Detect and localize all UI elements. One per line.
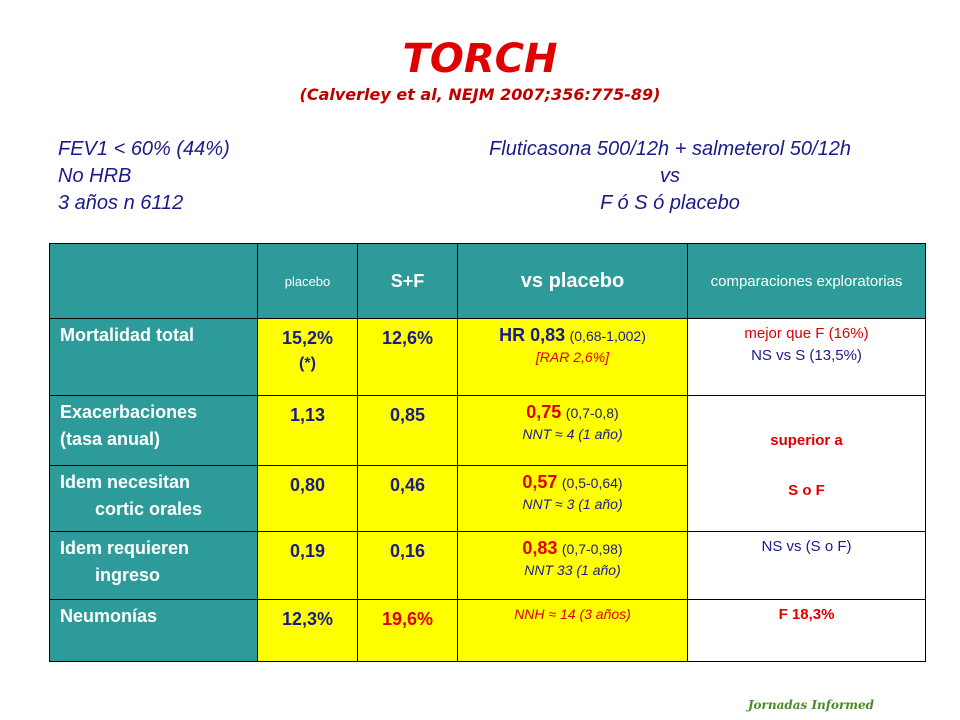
row-label xyxy=(50,532,258,600)
hr-value: 0,57 xyxy=(522,472,558,492)
study-params-right xyxy=(430,136,910,217)
hr-ci: (0,5-0,64) xyxy=(561,475,623,491)
hr-ci: (0,7-0,8) xyxy=(565,405,619,421)
row-label-subtext: (tasa anual) xyxy=(60,429,161,449)
study-params-left xyxy=(58,136,230,217)
table-row xyxy=(50,600,926,662)
slide-subtitle: (Calverley et al, NEJM 2007;356:775-89) xyxy=(299,85,661,104)
comparison-cell xyxy=(688,319,926,396)
header-placebo: placebo xyxy=(258,244,358,319)
merged-comparison-line-2: S o F xyxy=(788,481,825,499)
row-label-text: Exacerbaciones xyxy=(60,402,198,422)
placebo-cell xyxy=(258,319,358,396)
row-label-subtext: cortic orales xyxy=(95,499,203,519)
row-label xyxy=(50,319,258,396)
hr-note: NNH ≈ 14 (3 años) xyxy=(514,606,631,622)
merged-comparison-line-1: superior a xyxy=(770,431,843,449)
placebo-value: 12,3% xyxy=(258,600,358,662)
param-comparators: F ó S ó placebo xyxy=(600,192,740,214)
vs-placebo-cell xyxy=(458,600,688,662)
hr-value: HR 0,83 xyxy=(499,325,566,345)
hr-value: 0,75 xyxy=(526,402,562,422)
comparison-line-1: NS vs (S o F) xyxy=(761,538,852,555)
sf-value: 12,6% xyxy=(358,319,458,396)
hr-ci: (0,68-1,002) xyxy=(569,328,646,344)
param-vs: vs xyxy=(660,165,680,187)
row-label-subtext: ingreso xyxy=(95,565,161,585)
header-vs-placebo: vs placebo xyxy=(458,244,688,319)
header-comparaciones: comparaciones exploratorias xyxy=(688,244,926,319)
row-label xyxy=(50,466,258,532)
param-hrb: No HRB xyxy=(58,165,132,187)
vs-placebo-cell xyxy=(458,319,688,396)
table-row xyxy=(50,532,926,600)
sf-value: 19,6% xyxy=(358,600,458,662)
table-header-row xyxy=(50,244,926,319)
footer-credit: Jornadas Informed xyxy=(747,698,874,712)
sf-value: 0,16 xyxy=(358,532,458,600)
row-label-text: Idem necesitan xyxy=(60,472,191,492)
comparison-cell xyxy=(688,532,926,600)
row-label-text: Idem requieren xyxy=(60,538,190,558)
row-label xyxy=(50,396,258,466)
hr-note: NNT ≈ 4 (1 año) xyxy=(522,426,623,442)
placebo-value: 15,2% xyxy=(281,328,334,348)
placebo-value: 0,19 xyxy=(258,532,358,600)
param-duration: 3 años n 6112 xyxy=(58,192,184,214)
vs-placebo-cell xyxy=(458,466,688,532)
header-empty xyxy=(50,244,258,319)
hr-note: NNT 33 (1 año) xyxy=(524,562,621,578)
vs-placebo-cell xyxy=(458,396,688,466)
table-row xyxy=(50,396,926,466)
hr-note: [RAR 2,6%] xyxy=(535,349,610,365)
results-table xyxy=(49,243,926,662)
placebo-value: 0,80 xyxy=(258,466,358,532)
comparison-line-2: NS vs S (13,5%) xyxy=(751,347,862,364)
row-label-text: Neumonías xyxy=(60,606,158,626)
table-row xyxy=(50,319,926,396)
hr-ci: (0,7-0,98) xyxy=(561,541,623,557)
slide-title: TORCH xyxy=(402,36,558,82)
hr-note: NNT ≈ 3 (1 año) xyxy=(522,496,623,512)
param-treatment: Fluticasona 500/12h + salmeterol 50/12h xyxy=(489,138,851,160)
header-sf: S+F xyxy=(358,244,458,319)
comparison-line-1: mejor que F (16%) xyxy=(744,325,869,342)
placebo-note: (*) xyxy=(299,355,316,372)
sf-value: 0,85 xyxy=(358,396,458,466)
row-label xyxy=(50,600,258,662)
merged-comparison-cell xyxy=(688,396,926,532)
placebo-value: 1,13 xyxy=(258,396,358,466)
param-fev1: FEV1 < 60% (44%) xyxy=(58,138,230,160)
row-label-text: Mortalidad total xyxy=(60,325,194,345)
sf-value: 0,46 xyxy=(358,466,458,532)
vs-placebo-cell xyxy=(458,532,688,600)
comparison-cell xyxy=(688,600,926,662)
comparison-line-1: F 18,3% xyxy=(778,606,835,623)
hr-value: 0,83 xyxy=(522,538,558,558)
